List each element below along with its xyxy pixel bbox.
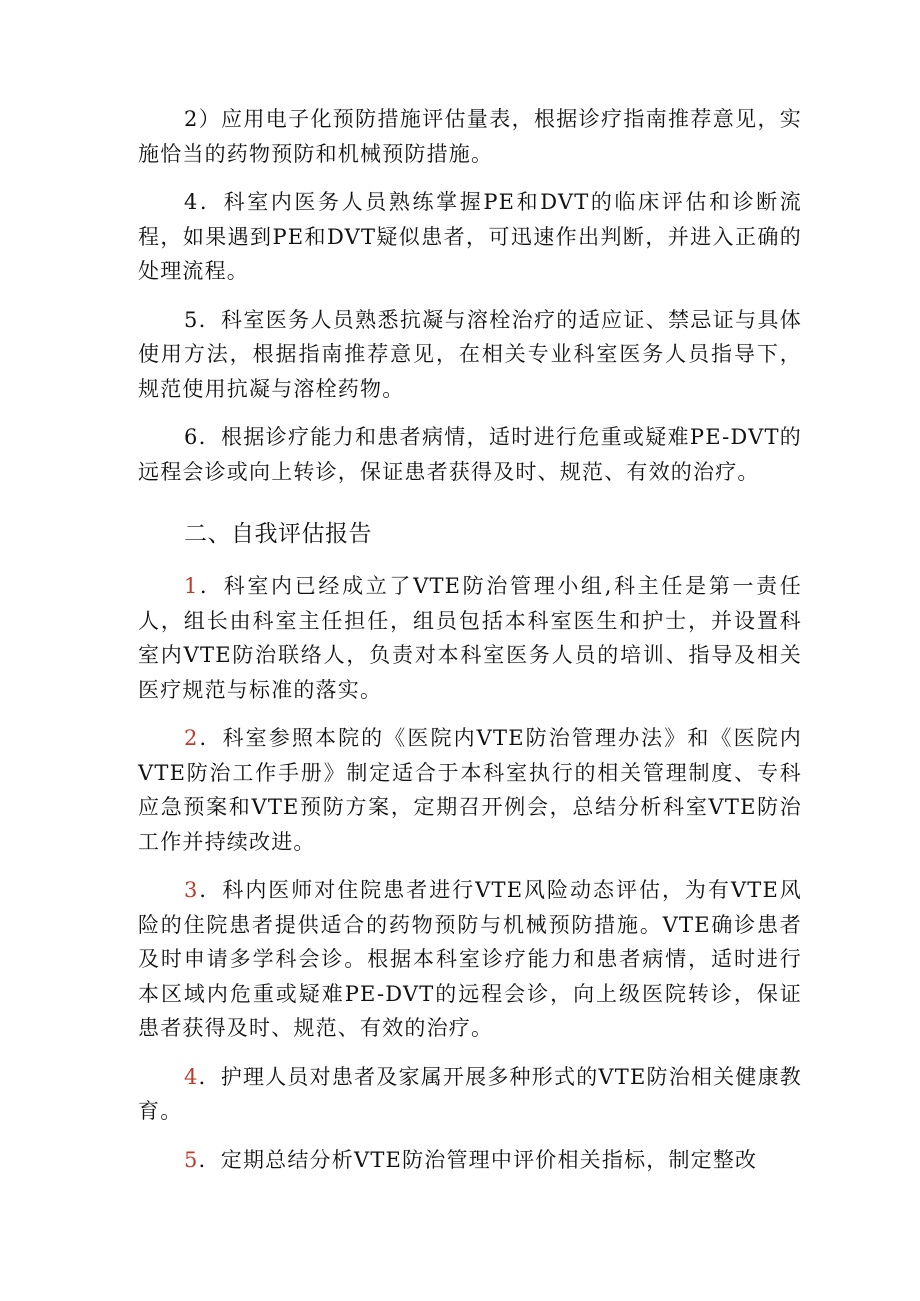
report-item-text: ．科室内已经成立了VTE防治管理小组,科主任是第一责任人，组长由科室主任担任，组员包括本科室医生和护士，并设置科室内VTE防治联络人，负责对本科室医务人员的培训、指导及相关医疗规范与标准的落实。: [138, 574, 802, 702]
report-item-text: ．科内医师对住院患者进行VTE风险动态评估，为有VTE风险的住院患者提供适合的药物预防与机械预防措施。VTE确诊患者及时申请多学科会诊。根据本科室诊疗能力和患者病情，适时进行本区域内危重或疑难PE-DVT的远程会诊，向上级医院转诊，保证患者获得及时、规范、有效的治疗。: [138, 878, 802, 1040]
report-item-2: [138, 721, 802, 859]
paragraph-measure-4: 4．科室内医务人员熟练掌握PE和DVT的临床评估和诊断流程，如果遇到PE和DVT疑似患者，可迅速作出判断，并进入正确的处理流程。: [138, 190, 802, 283]
paragraph-measure-2: 2）应用电子化预防措施评估量表，根据诊疗指南推荐意见，实施恰当的药物预防和机械预防措施。: [138, 107, 802, 166]
report-item-4: [138, 1060, 802, 1129]
report-item-text: ．定期总结分析VTE防治管理中评价相关指标，制定整改: [198, 1147, 758, 1172]
report-item-1: [138, 569, 802, 707]
report-item-text: ．护理人员对患者及家属开展多种形式的VTE防治相关健康教育。: [138, 1064, 802, 1123]
document-body: [138, 102, 802, 1191]
report-item-number: 5: [184, 1147, 199, 1172]
report-item-number: 2: [184, 726, 199, 750]
paragraph-measure-5: 5．科室医务人员熟悉抗凝与溶栓治疗的适应证、禁忌证与具体使用方法，根据指南推荐意见，在相关专业科室医务人员指导下，规范使用抗凝与溶栓药物。: [138, 307, 802, 401]
section-heading: 二、自我评估报告: [184, 521, 372, 547]
paragraph-measure-6: 6．根据诊疗能力和患者病情，适时进行危重或疑难PE-DVT的远程会诊或向上转诊，保证患者获得及时、规范、有效的治疗。: [138, 425, 802, 484]
report-item-text: ．科室参照本院的《医院内VTE防治管理办法》和《医院内VTE防治工作手册》制定适合于本科室执行的相关管理制度、专科应急预案和VTE预防方案，定期召开例会，总结分析科室VTE防治工作并持续改进。: [138, 726, 802, 854]
report-item-number: 1: [184, 574, 199, 598]
report-item-3: [138, 873, 802, 1046]
report-item-number: 3: [184, 878, 199, 902]
report-item-number: 4: [184, 1064, 199, 1089]
report-item-5: [138, 1143, 802, 1178]
